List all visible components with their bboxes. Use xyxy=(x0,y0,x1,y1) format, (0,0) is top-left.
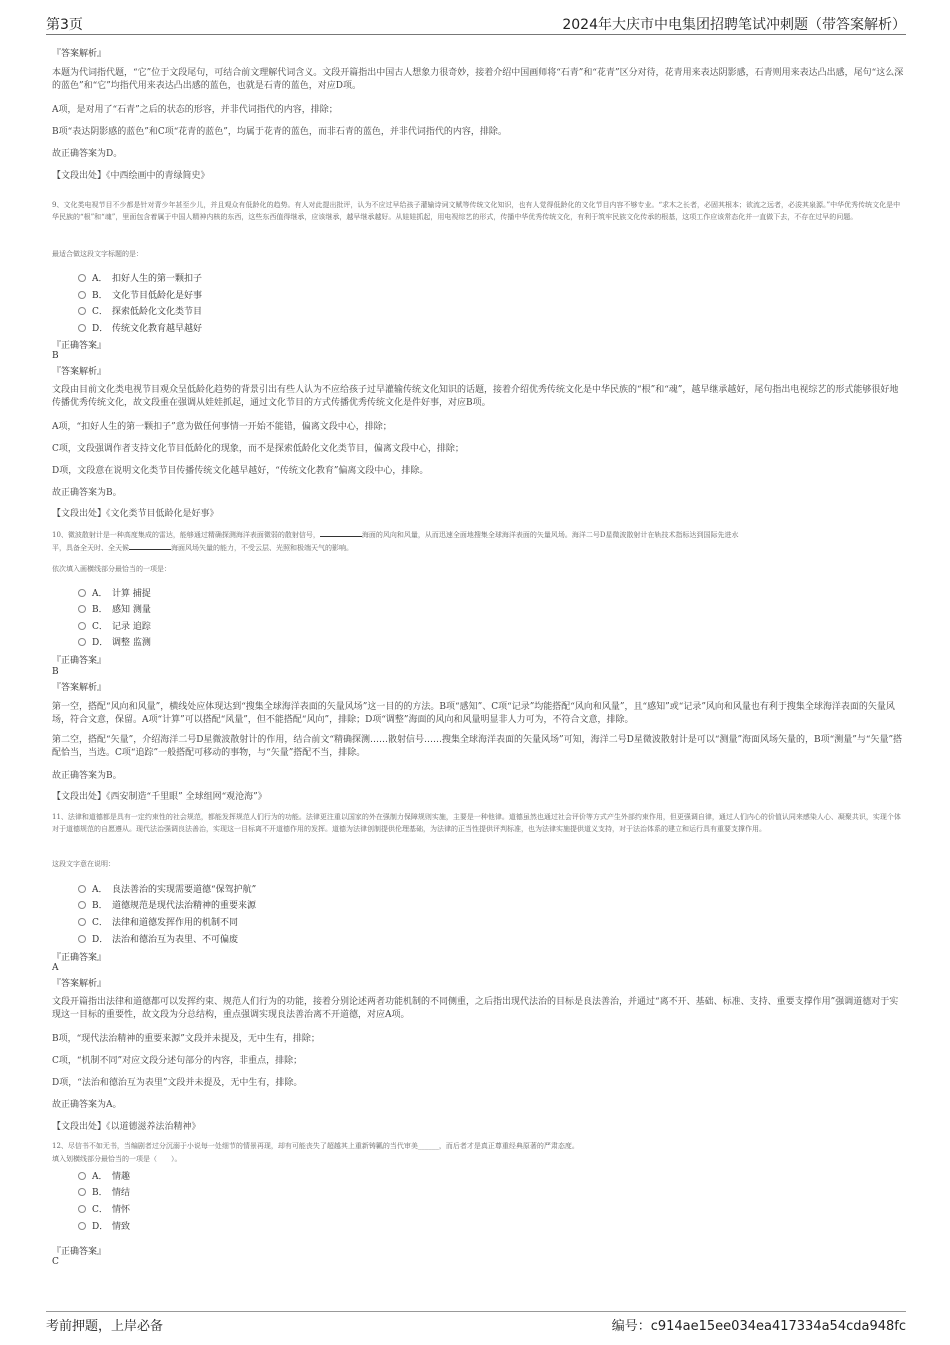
conclusion-text: 故正确答案为B。 xyxy=(52,771,122,781)
answer-value: B xyxy=(52,667,59,677)
source-text: 【文段出处】《文化类节目低龄化是好事》 xyxy=(52,509,219,519)
document-title: 2024年大庆市中电集团招聘笔试冲刺题（带答案解析） xyxy=(562,17,906,33)
radio-icon xyxy=(78,307,86,315)
radio-icon xyxy=(78,1172,86,1180)
radio-icon xyxy=(78,638,86,646)
analysis-text: D项，文段意在说明文化类节目传播传统文化越早越好，“传统文化教育”偏离文段中心，排除。 xyxy=(52,466,429,476)
analysis-text: 第一空，搭配“风向和风量”，横线处应体现达到“搜集全球海洋表面的矢量风场”这一目的的方法。B项“感知”、C项“记录”均能搭配“风向和风量”，且“感知”或“记录”风向和风量也有利于搜集全球海洋表面的矢量风场，符合文意，保留。A项“计算”可以搭配“风量”，但不能搭配“风向”，排除；D项“调整”海面的风向和风量明显非人力可为，不符合文意，排除。 xyxy=(52,702,895,725)
analysis-label: 『答案解析』 xyxy=(52,683,107,693)
footer-divider xyxy=(46,1311,906,1312)
analysis-text: 第二空，搭配“矢量”，介绍海洋二号D星微波散射计的作用，结合前文“精确探测……散射信号……搜集全球海洋表面的矢量风场”可知，海洋二号D星微波散射计是可以“测量”海面风场矢量的，B项“测量”与“矢量”搭配恰当，当选。C项“追踪”一般搭配可移动的事物，与“矢量”搭配不当，排除。 xyxy=(52,735,903,758)
question-stem: 10、微波散射计是一种高度集成的雷达，能够通过精确探测海洋表面微弱的散射信号， 海面的风向和风量，从而迅速全面地搜集全球海洋表面的矢量风场。海洋二号D星微波散射计在轨技术指标达到国际先进水 xyxy=(52,528,739,540)
analysis-text: A项，是对用了“石青”之后的状态的形容，并非代词指代的内容，排除； xyxy=(52,105,338,115)
option-c[interactable]: C． 法律和道德发挥作用的机制不同 xyxy=(78,915,238,928)
source-text: 【文段出处】《中西绘画中的青绿简史》 xyxy=(52,171,210,181)
conclusion-text: 故正确答案为A。 xyxy=(52,1100,122,1110)
option-c[interactable]: C． 记录 追踪 xyxy=(78,619,151,632)
analysis-label: 『答案解析』 xyxy=(52,979,107,989)
analysis-label: 『答案解析』 xyxy=(52,49,107,59)
conclusion-text: 故正确答案为D。 xyxy=(52,149,123,159)
question-stem: 9、文化类电视节目不少都是针对青少年甚至少儿，并且观众有低龄化的趋势。有人对此提出批评，认为不应过早给孩子灌输诗词文赋等传统文化知识，也有人觉得低龄化的文化节目内容不够专业。“求木之长者，必固其根本；欲流之远者，必浚其泉源。”中华优秀传统文化是中华民族的“根”和“魂”，里面包含着属于中国人精神内核的东西，这些东西值得继承，应该继承，越早继承越好。从娃娃抓起，用电视综艺的形式，传播中华优秀传统文化，有利于筑牢民族文化传承的根基，这项工作应该常态化并一直做下去，不存在过早的问题。 xyxy=(52,201,901,221)
analysis-text: C项，“机制不同”对应文段分述句部分的内容，非重点，排除； xyxy=(52,1056,303,1066)
option-d[interactable]: D． 传统文化教育越早越好 xyxy=(78,321,202,334)
answer-label: 『正确答案』 xyxy=(52,953,107,963)
analysis-text: A项，“扣好人生的第一颗扣子”意为做任何事情一开始不能错，偏离文段中心，排除； xyxy=(52,422,392,432)
radio-icon xyxy=(78,291,86,299)
option-c[interactable]: C． 探索低龄化文化类节目 xyxy=(78,304,202,317)
answer-value: B xyxy=(52,351,59,361)
radio-icon xyxy=(78,901,86,909)
analysis-text: B项“表达阴影感的蓝色”和C项“花青的蓝色”，均属于花青的蓝色，而非石青的蓝色，并非代词指代的内容，排除。 xyxy=(52,127,507,137)
source-text: 【文段出处】《西安制造“千里眼” 全球组网“观沧海”》 xyxy=(52,792,267,802)
header-divider xyxy=(46,34,906,35)
question-stem: 12、尽信书不如无书，当编剧者过分沉溺于小说每一处细节的情景再现，却有可能丧失了超越其上重新铸瓤的当代审美______，而后者才是真正尊重经典原著的严肃态度。 xyxy=(52,1142,579,1150)
radio-icon xyxy=(78,622,86,630)
option-a[interactable]: A． 扣好人生的第一颗扣子 xyxy=(78,271,202,284)
analysis-text: 本题为代词指代题，“它”位于文段尾句，可结合前文理解代词含义。文段开篇指出中国古人想象力很奇妙，接着介绍中国画师将“石青”和“花青”区分对待，花青用来表达阴影感，石青则用来表达凸出感，尾句“这么深的蓝色”和“它”均指代用来表达凸出感的蓝色，也就是石青的蓝色，对应D项。 xyxy=(52,68,904,91)
radio-icon xyxy=(78,589,86,597)
question-prompt: 这段文字意在说明： xyxy=(52,860,115,868)
radio-icon xyxy=(78,918,86,926)
question-stem: 11、法律和道德都是具有一定约束性的社会规范，都能发挥规范人们行为的功能。法律更注重以国家的外在强制力保障规则实施，主要是一种他律。道德虽然也通过社会评价等方式产生外部约束作用，但更强调自律，通过人们内心的价值认同来感染人心、凝聚共识，实现个体对于道德规范的自愿遵从。现代法治强调良法善治，实现这一目标离不开道德作用的发挥。道德为法律创制提供伦理基础，为法律的正当性提供评判标准，也为法律实施提供道义支持，对于法治体系的建立和运行具有重要支撑作用。 xyxy=(52,813,901,833)
analysis-text: 文段开篇指出法律和道德都可以发挥约束、规范人们行为的功能，接着分别论述两者功能机制的不同侧重，之后指出现代法治的目标是良法善治，并通过“离不开、基础、标准、支持、重要支撑作用”强调道德对于实现这一目标的重要性，故文段为分总结构，重点强调实现良法善治离不开道德，对应A项。 xyxy=(52,997,899,1020)
option-c[interactable]: C． 情怀 xyxy=(78,1202,130,1215)
answer-value: A xyxy=(52,963,59,973)
radio-icon xyxy=(78,1188,86,1196)
radio-icon xyxy=(78,885,86,893)
option-d[interactable]: D． 情致 xyxy=(78,1219,130,1232)
radio-icon xyxy=(78,1222,86,1230)
option-b[interactable]: B． 道德规范是现代法治精神的重要来源 xyxy=(78,898,256,911)
analysis-label: 『答案解析』 xyxy=(52,367,107,377)
option-b[interactable]: B． 情结 xyxy=(78,1185,130,1198)
question-prompt: 依次填入画横线部分最恰当的一项是： xyxy=(52,565,171,573)
footer-slogan: 考前押题，上岸必备 xyxy=(46,1319,164,1334)
option-d[interactable]: D． 调整 监测 xyxy=(78,635,151,648)
option-d[interactable]: D． 法治和德治互为表里、不可偏废 xyxy=(78,932,238,945)
answer-value: C xyxy=(52,1257,59,1267)
answer-label: 『正确答案』 xyxy=(52,1247,107,1257)
answer-label: 『正确答案』 xyxy=(52,341,107,351)
radio-icon xyxy=(78,324,86,332)
option-a[interactable]: A． 良法善治的实现需要道德“保驾护航” xyxy=(78,882,256,895)
question-stem: 平，具备全天时、全天候 海面风场矢量的能力，不受云层、光照和极端天气的影响。 xyxy=(52,541,353,553)
option-b[interactable]: B． 感知 测量 xyxy=(78,602,151,615)
radio-icon xyxy=(78,1205,86,1213)
question-prompt: 填入划横线部分最恰当的一项是（ ）。 xyxy=(52,1155,182,1163)
analysis-text: 文段由目前文化类电视节目观众呈低龄化趋势的背景引出有些人认为不应给孩子过早灌输传统文化知识的话题，接着介绍优秀传统文化是中华民族的“根”和“魂”，越早继承越好，尾句指出电视综艺的形式能够很好地传播优秀传统文化，故文段重在强调从娃娃抓起，通过文化节目的方式传播优秀传统文化是件好事，对应B项。 xyxy=(52,385,899,408)
analysis-text: D项，“法治和德治互为表里”文段并未提及，无中生有，排除。 xyxy=(52,1078,303,1088)
blank-line xyxy=(129,541,171,550)
answer-label: 『正确答案』 xyxy=(52,656,107,666)
source-text: 【文段出处】《以道德滋养法治精神》 xyxy=(52,1122,201,1132)
blank-line xyxy=(320,528,362,537)
option-a[interactable]: A． 情趣 xyxy=(78,1169,130,1182)
analysis-text: B项，“现代法治精神的重要来源”文段并未提及，无中生有，排除； xyxy=(52,1034,320,1044)
option-a[interactable]: A． 计算 捕捉 xyxy=(78,586,151,599)
page-number: 第3页 xyxy=(46,17,83,33)
option-b[interactable]: B． 文化节目低龄化是好事 xyxy=(78,288,202,301)
analysis-text: C项，文段强调作者支持文化节目低龄化的现象，而不是探索低龄化文化类节目，偏离文段中心，排除； xyxy=(52,444,464,454)
conclusion-text: 故正确答案为B。 xyxy=(52,488,122,498)
document-code: 编号：c914ae15ee034ea417334a54cda948fc xyxy=(611,1319,906,1334)
radio-icon xyxy=(78,605,86,613)
radio-icon xyxy=(78,274,86,282)
question-prompt: 最适合做这段文字标题的是： xyxy=(52,250,143,258)
radio-icon xyxy=(78,935,86,943)
